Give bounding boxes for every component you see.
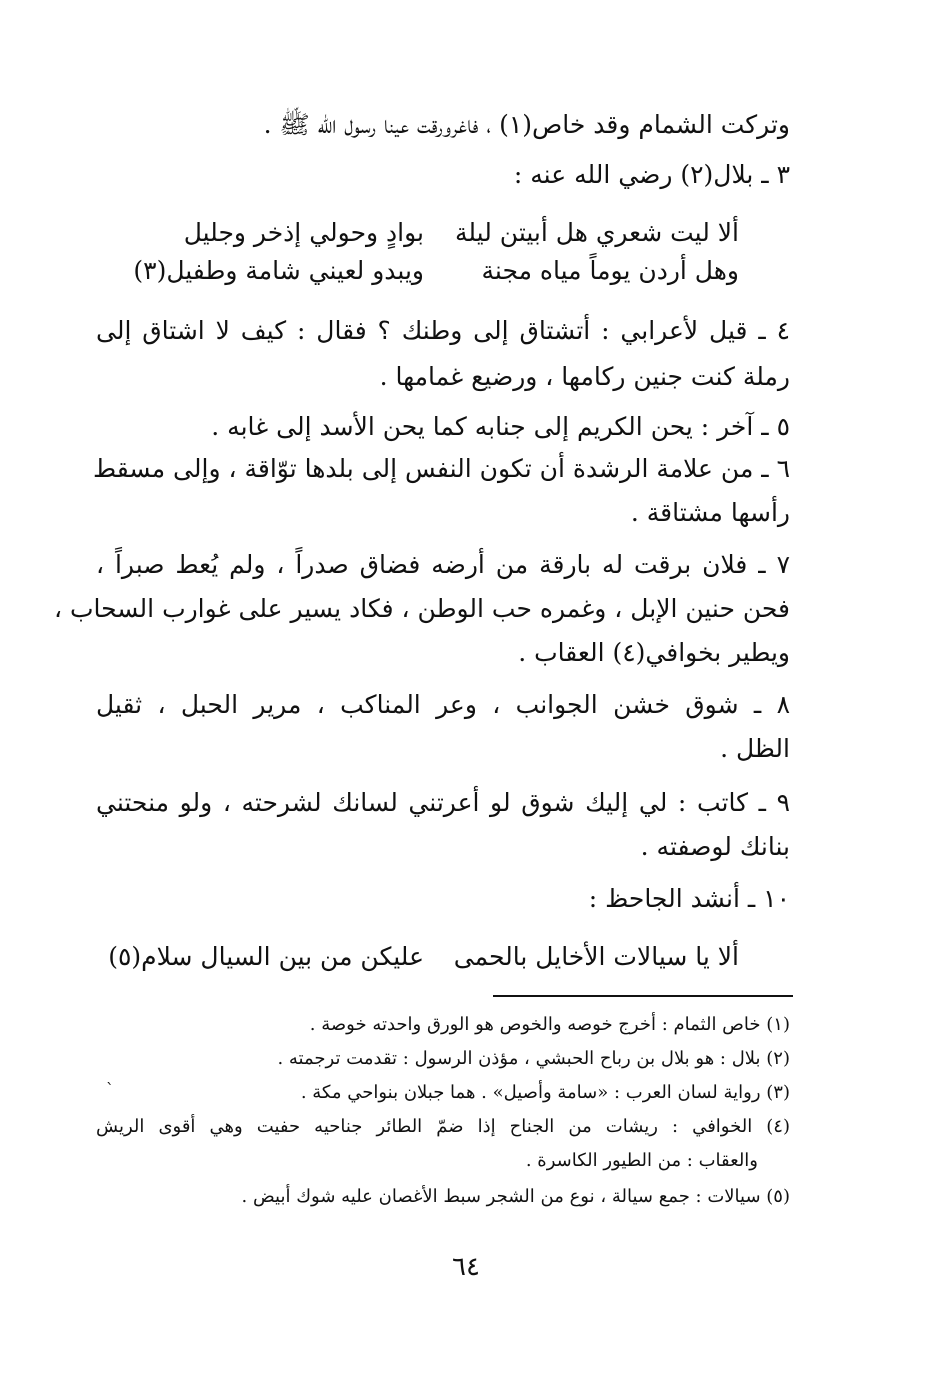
verse-second-hemistich: عليكن من بين السيال سلام(٥) (108, 942, 424, 971)
text-line: ٨ ـ شوق خشن الجوانب ، وعر المناكب ، مرير الحبل ، ثقيل (96, 690, 790, 719)
text-line: ٧ ـ فلان برقت له بارقة من أرضه فضاق صدراً ، ولم يُعط صبراً ، (96, 550, 790, 579)
verse-first-hemistich: ألا يا سيالات الأخايل بالحمى (453, 942, 739, 971)
text-line: رأسها مشتاقة . (630, 498, 790, 527)
verse-first-hemistich: وهل أردن يوماً مياه مجنة (481, 256, 739, 285)
text-line: ٥ ـ آخر : يحن الكريم إلى جنابه كما يحن الأسد إلى غابه . (211, 412, 790, 441)
footnote: (٥) سيالات : جمع سيالة ، نوع من الشجر سبط الأغصان عليه شوك أبيض . (241, 1186, 790, 1207)
text-line: ٩ ـ كاتب : لي إليك شوق لو أعرتني لسانك لشرحته ، ولو منحتني (96, 788, 790, 817)
text-line: ٣ ـ بلال(٢) رضي الله عنه : (513, 160, 790, 189)
page-number: ٦٤ (452, 1252, 480, 1282)
footnote: (٣) رواية لسان العرب : «سامة وأصيل» . هما جبلان بنواحي مكة . (300, 1082, 790, 1103)
footnote-continuation: والعقاب : من الطيور الكاسرة . (525, 1150, 758, 1171)
text-line: ٤ ـ قيل لأعرابي : أتشتاق إلى وطنك ؟ فقال : كيف لا اشتاق إلى (96, 316, 790, 345)
footnote: (٢) بلال : هو بلال بن رباح الحبشي ، مؤذن الرسول : تقدمت ترجمته . (277, 1048, 790, 1069)
text-line: ويطير بخوافي(٤) العقاب . (518, 638, 790, 667)
text-line: رملة كنت جنين ركامها ، ورضيع غمامها . (379, 362, 790, 391)
text-line: ٦ ـ من علامة الرشدة أن تكون النفس إلى بلدها توّاقة ، وإلى مسقط (93, 454, 790, 483)
footnote-separator (493, 995, 793, 997)
footnote: (١) خاص الثمام : أخرج خوصه والخوص هو الورق واحدته خوصة . (309, 1014, 790, 1035)
text-line: الظل . (720, 734, 790, 763)
text-line: بنانك لوصفته . (640, 832, 790, 861)
text-line: وتركت الشمام وقد خاص(١) ، فاغرورقت عينا رسول الله ﷺ . (263, 110, 790, 139)
text-line: فحن حنين الإبل ، وغمره حب الوطن ، فكاد يسير على غوارب السحاب ، (53, 594, 790, 623)
footnote: (٤) الخوافي : ريشات من الجناح إذا ضمّ الطائر جناحيه حفيت وهي أقوى الريش (96, 1116, 790, 1137)
verse-first-hemistich: ألا ليت شعري هل أبيتن ليلة (455, 218, 739, 247)
verse-second-hemistich: بوادٍ وحولي إذخر وجليل (183, 218, 424, 247)
stray-mark-icon: ˋ (106, 1080, 114, 1099)
verse-second-hemistich: ويبدو لعيني شامة وطفيل(٣) (133, 256, 424, 285)
text-line: ١٠ ـ أنشد الجاحظ : (588, 884, 790, 913)
